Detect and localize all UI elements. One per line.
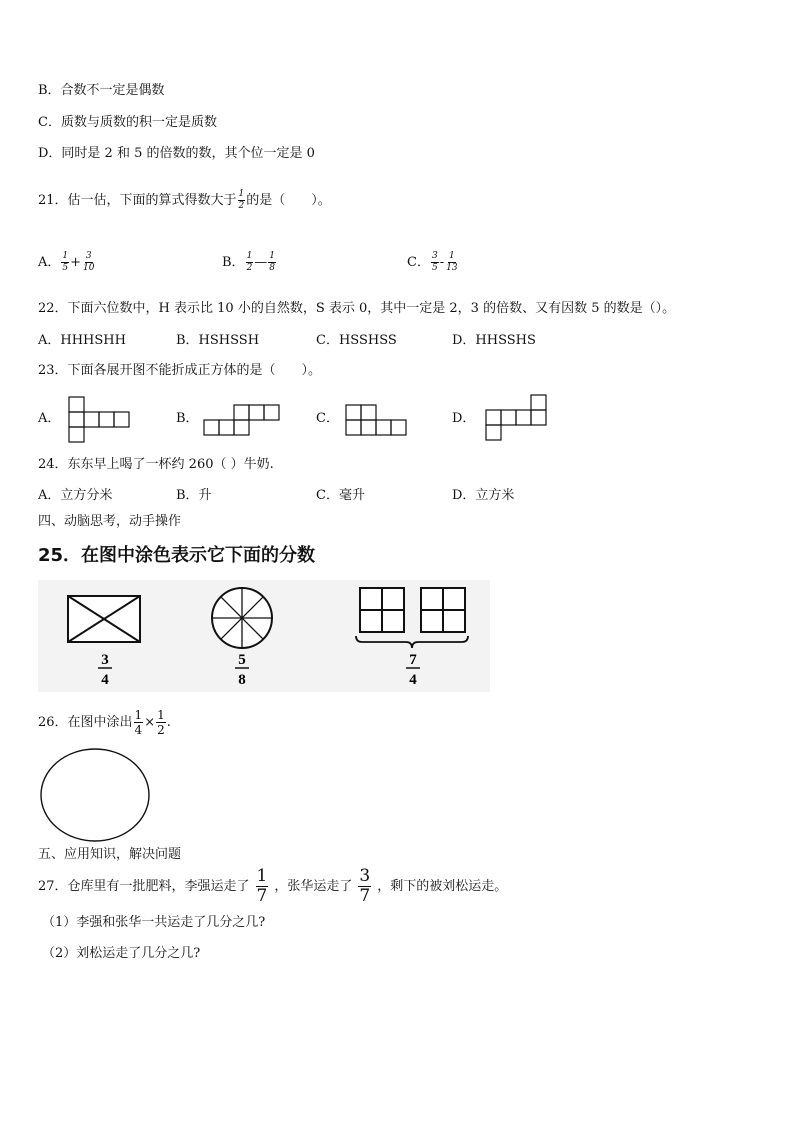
q24-option-d[interactable]: D．立方米 bbox=[452, 488, 515, 503]
fraction bbox=[268, 252, 276, 273]
fraction-denominator: 2 bbox=[157, 723, 165, 737]
question-21 bbox=[38, 190, 331, 211]
q22-option-d[interactable]: D．HHSSHS bbox=[452, 333, 536, 348]
net-square bbox=[204, 420, 219, 435]
option-label: B． bbox=[222, 255, 245, 270]
rectangle-shape[interactable] bbox=[68, 596, 140, 642]
net-square bbox=[69, 397, 84, 412]
section-4-heading: 四、动脑思考，动手操作 bbox=[38, 514, 182, 529]
net-square bbox=[516, 410, 531, 425]
q23-option-c-label[interactable]: C． bbox=[316, 411, 339, 426]
question-27-sub-1: （1）李强和张华一共运走了几分之几? bbox=[42, 915, 266, 930]
q24-option-b[interactable]: B．升 bbox=[176, 488, 212, 503]
fraction-numerator: 3 bbox=[431, 251, 438, 261]
net-square bbox=[486, 425, 501, 440]
fraction-numerator: 3 bbox=[85, 251, 92, 261]
fraction-numerator: 5 bbox=[238, 652, 246, 668]
operator: - bbox=[439, 255, 445, 270]
fraction-numerator: 3 bbox=[359, 866, 371, 886]
fraction-denominator: 5 bbox=[431, 263, 438, 273]
fraction-denominator: 8 bbox=[238, 672, 246, 688]
fraction-numerator: 1 bbox=[62, 251, 69, 261]
net-square bbox=[376, 420, 391, 435]
option-label: C． bbox=[407, 255, 430, 270]
fraction-denominator: 7 bbox=[256, 886, 268, 906]
net-square bbox=[501, 410, 516, 425]
question-23: 23．下面各展开图不能折成正方体的是（ ）。 bbox=[38, 363, 322, 378]
question-22: 22．下面六位数中，H 表示比 10 小的自然数，S 表示 0，其中一定是 2，3 的倍数、又有因数 5 的数是（）。 bbox=[38, 301, 676, 316]
two-squares[interactable] bbox=[360, 588, 465, 632]
fraction bbox=[61, 252, 69, 273]
q22-option-c[interactable]: C．HSSHSS bbox=[316, 333, 397, 348]
net-square bbox=[391, 420, 406, 435]
option-label: A． bbox=[38, 255, 61, 270]
net-square bbox=[84, 412, 99, 427]
q23-option-a-label[interactable]: A． bbox=[38, 411, 61, 426]
section-5-heading: 五、应用知识，解决问题 bbox=[38, 847, 182, 862]
fraction-numerator: 1 bbox=[238, 189, 245, 199]
q23-option-d-label[interactable]: D． bbox=[452, 411, 476, 426]
q22-option-b[interactable]: B．HSHSSH bbox=[176, 333, 260, 348]
question-26 bbox=[38, 709, 171, 736]
q21-option-c[interactable] bbox=[407, 252, 460, 273]
fraction bbox=[156, 709, 166, 736]
operator: × bbox=[144, 715, 156, 730]
fraction-denominator: 7 bbox=[359, 886, 371, 906]
fraction-denominator: 13 bbox=[446, 263, 458, 273]
net-square bbox=[361, 405, 376, 420]
fraction-numerator: 7 bbox=[409, 652, 417, 668]
fraction bbox=[246, 252, 254, 273]
fraction-numerator: 1 bbox=[269, 251, 276, 261]
fraction-numerator: 1 bbox=[256, 866, 268, 886]
q24-option-a[interactable]: A．立方分米 bbox=[38, 488, 113, 503]
fraction bbox=[358, 868, 371, 905]
question-26-prefix: 26．在图中涂出 bbox=[38, 715, 133, 730]
fraction bbox=[134, 709, 144, 736]
fraction-numerator: 1 bbox=[157, 708, 165, 722]
net-square bbox=[114, 412, 129, 427]
fraction-numerator: 1 bbox=[134, 708, 143, 722]
fraction-denominator: 2 bbox=[238, 201, 245, 211]
net-square bbox=[531, 395, 546, 410]
question-25: 25．在图中涂色表示它下面的分数 bbox=[38, 545, 316, 566]
question-27-prefix: 27．仓库里有一批肥料，李强运走了 bbox=[38, 879, 250, 894]
question-24: 24．东东早上喝了一杯约 260（ ）牛奶. bbox=[38, 457, 274, 472]
circle-8-parts[interactable] bbox=[212, 588, 272, 648]
fraction-denominator: 10 bbox=[83, 263, 95, 273]
net-square bbox=[219, 420, 234, 435]
question-27 bbox=[38, 868, 507, 905]
question-27-sub-2: （2）刘松运走了几分之几? bbox=[42, 946, 201, 961]
q24-option-c[interactable]: C．毫升 bbox=[316, 488, 365, 503]
operator: — bbox=[254, 255, 268, 270]
net-square bbox=[486, 410, 501, 425]
question-26-suffix: . bbox=[166, 715, 171, 730]
fraction-denominator: 5 bbox=[62, 263, 69, 273]
net-square bbox=[69, 412, 84, 427]
cube-net-c[interactable] bbox=[345, 404, 411, 438]
fraction bbox=[256, 868, 269, 905]
option-b-line: B．合数不一定是偶数 bbox=[38, 83, 165, 98]
fraction-numerator: 3 bbox=[101, 652, 109, 668]
net-square bbox=[234, 405, 249, 420]
fraction bbox=[82, 252, 95, 273]
brace bbox=[356, 636, 468, 648]
fraction-half bbox=[238, 190, 246, 211]
question-27-suffix: ，剩下的被刘松运走。 bbox=[377, 879, 508, 894]
net-square bbox=[531, 410, 546, 425]
option-c-line: C．质数与质数的积一定是质数 bbox=[38, 115, 217, 130]
net-square bbox=[99, 412, 114, 427]
fraction bbox=[445, 252, 458, 273]
net-square bbox=[346, 405, 361, 420]
net-square bbox=[264, 405, 279, 420]
q22-option-a[interactable]: A．HHHSHH bbox=[38, 333, 126, 348]
cube-net-b[interactable] bbox=[203, 404, 283, 438]
q21-option-a[interactable] bbox=[38, 252, 96, 273]
question-21-prefix: 21．估一估，下面的算式得数大于 bbox=[38, 193, 237, 208]
question-27-mid: ，张华运走了 bbox=[274, 879, 353, 894]
fraction-numerator: 1 bbox=[246, 251, 253, 261]
net-square bbox=[234, 420, 249, 435]
net-square bbox=[249, 405, 264, 420]
cube-net-d[interactable] bbox=[485, 394, 551, 444]
operator: + bbox=[70, 255, 82, 270]
fraction-denominator: 8 bbox=[269, 263, 276, 273]
fraction-denominator: 4 bbox=[101, 672, 109, 688]
net-square bbox=[69, 427, 84, 442]
option-d-line: D．同时是 2 和 5 的倍数的数，其个位一定是 0 bbox=[38, 146, 315, 161]
fraction-denominator: 2 bbox=[246, 263, 253, 273]
cube-net-a[interactable] bbox=[68, 396, 132, 444]
question-21-suffix: 的是（ ）。 bbox=[246, 193, 331, 208]
q25-figures bbox=[38, 580, 490, 692]
fraction bbox=[431, 252, 439, 273]
q21-option-b[interactable] bbox=[222, 252, 277, 273]
fraction-denominator: 4 bbox=[409, 672, 417, 688]
net-square bbox=[361, 420, 376, 435]
net-square bbox=[346, 420, 361, 435]
q26-circle[interactable] bbox=[40, 748, 152, 844]
q23-option-b-label[interactable]: B． bbox=[176, 411, 199, 426]
fraction-numerator: 1 bbox=[448, 251, 455, 261]
fraction-denominator: 4 bbox=[134, 723, 143, 737]
